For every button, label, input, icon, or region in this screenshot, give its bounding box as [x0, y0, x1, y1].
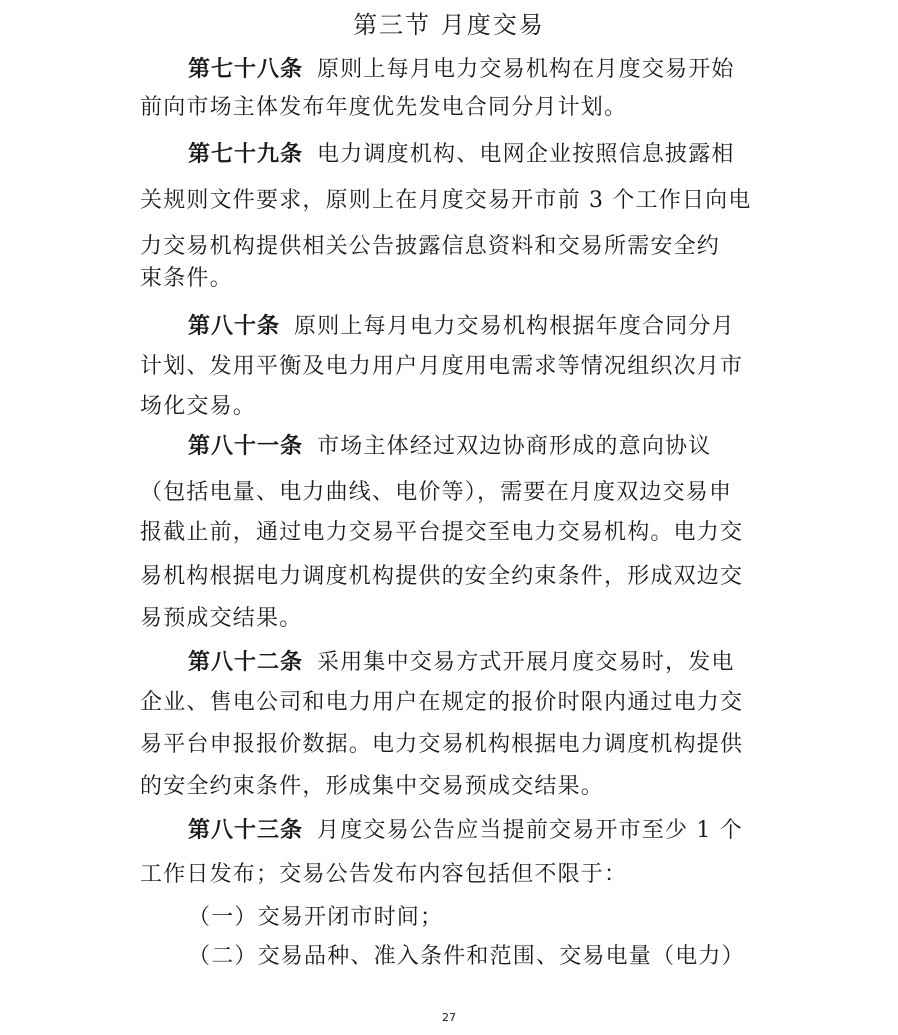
article-78-text: 原则上每月电力交易机构在月度交易开始 — [317, 57, 735, 82]
article-81-line: 易预成交结果。 — [140, 606, 303, 631]
article-83-first-line — [188, 816, 828, 846]
article-79-line: 力交易机构提供相关公告披露信息资料和交易所需安全约 — [140, 234, 721, 259]
article-82-line: 的安全约束条件，形成集中交易预成交结果。 — [140, 774, 605, 799]
article-80-text: 原则上每月电力交易机构根据年度合同分月 — [294, 314, 735, 339]
article-81-number: 第八十一条 — [188, 434, 304, 459]
article-83-list-item: （一）交易开闭市时间； — [188, 905, 444, 930]
article-83-number: 第八十三条 — [188, 818, 304, 843]
article-81-line: 易机构根据电力调度机构提供的安全约束条件，形成双边交 — [140, 564, 744, 589]
article-80-number: 第八十条 — [188, 314, 281, 339]
article-79-text: 电力调度机构、电网企业按照信息披露相 — [317, 142, 735, 167]
article-83-list-item: （二）交易品种、准入条件和范围、交易电量（电力） — [188, 944, 745, 969]
article-82-line: 易平台申报报价数据。电力交易机构根据电力调度机构提供 — [140, 732, 744, 757]
article-81-text: 市场主体经过双边协商形成的意向协议 — [317, 434, 712, 459]
section-title: 第三节 月度交易 — [353, 11, 545, 39]
page-number: 27 — [442, 1011, 456, 1024]
article-80-first-line — [188, 312, 828, 342]
article-78-line: 前向市场主体发布年度优先发电合同分月计划。 — [140, 95, 628, 120]
article-78-first-line — [188, 55, 828, 85]
article-83-text: 月度交易公告应当提前交易开市至少 1 个 — [317, 818, 744, 843]
article-80-line: 场化交易。 — [140, 394, 257, 419]
article-82-text: 采用集中交易方式开展月度交易时，发电 — [317, 650, 735, 675]
article-82-first-line — [188, 648, 828, 678]
article-81-first-line — [188, 432, 828, 462]
article-81-line: 报截止前，通过电力交易平台提交至电力交易机构。电力交 — [140, 520, 744, 545]
article-82-number: 第八十二条 — [188, 650, 304, 675]
article-81-line: （包括电量、电力曲线、电价等），需要在月度双边交易申 — [140, 480, 733, 505]
article-79-line: 束条件。 — [140, 266, 233, 291]
article-80-line: 计划、发用平衡及电力用户月度用电需求等情况组织次月市 — [140, 354, 744, 379]
article-79-first-line — [188, 140, 828, 170]
article-79-line: 关规则文件要求，原则上在月度交易开市前 3 个工作日向电 — [140, 188, 752, 213]
article-82-line: 企业、售电公司和电力用户在规定的报价时限内通过电力交 — [140, 690, 744, 715]
article-79-number: 第七十九条 — [188, 142, 304, 167]
article-83-line: 工作日发布；交易公告发布内容包括但不限于： — [140, 862, 628, 887]
article-78-number: 第七十八条 — [188, 57, 304, 82]
